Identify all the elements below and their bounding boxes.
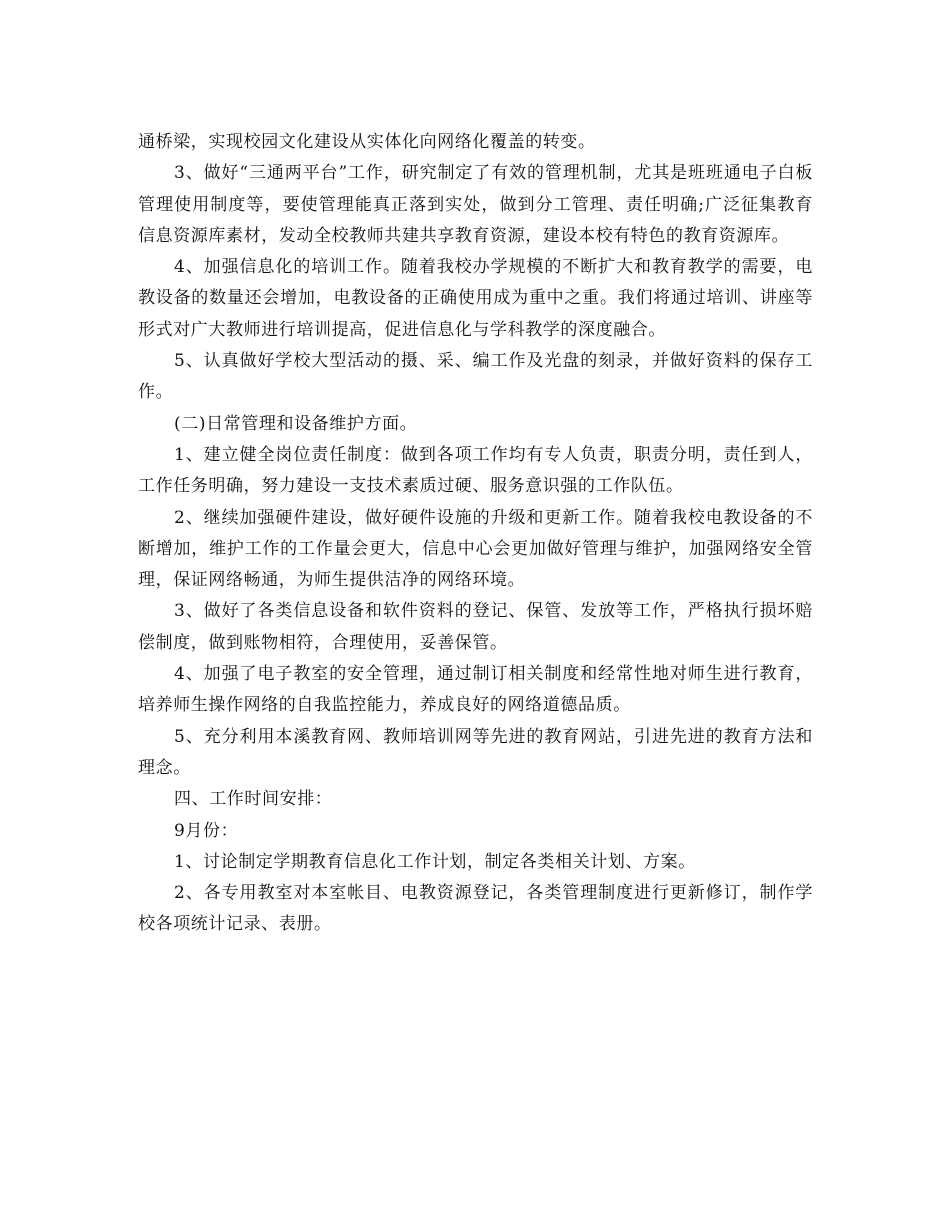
section-heading: 四、工作时间安排： [174,789,333,810]
paragraph: 5、认真做好学校大型活动的摄、采、编工作及光盘的刻录，并做好资料的保存工作。 [138,351,813,403]
paragraph: 通桥梁，实现校园文化建设从实体化向网络化覆盖的转变。 [138,132,596,152]
paragraph: 4、加强了电子教室的安全管理，通过制订相关制度和经常性地对师生进行教育，培养师生操作网络的自我监控能力，养成良好的网络道德品质。 [138,664,813,716]
paragraph: 4、加强信息化的培训工作。随着我校办学规模的不断扩大和教育教学的需要，电教设备的数量还会增加，电教设备的正确使用成为重中之重。我们将通过培训、讲座等形式对广大教师进行培训提高，促进信息化与学科教学的深度融合。 [138,257,813,340]
month-heading: 9月份： [174,820,239,841]
document-body [138,127,813,941]
paragraph: 5、充分利用本溪教育网、教师培训网等先进的教育网站，引进先进的教育方法和理念。 [138,726,813,778]
paragraph: 1、建立健全岗位责任制度：做到各项工作均有专人负责，职责分明，责任到人，工作任务明确，努力建设一支技术素质过硬、服务意识强的工作队伍。 [138,444,813,497]
paragraph: 2、各专用教室对本室帐目、电教资源登记，各类管理制度进行更新修订，制作学校各项统计记录、表册。 [138,883,813,935]
paragraph: 2、继续加强硬件建设，做好硬件设施的升级和更新工作。随着我校电教设备的不断增加，维护工作的工作量会更大，信息中心会更加做好管理与维护，加强网络安全管理，保证网络畅通，为师生提供洁净的网络环境。 [138,507,813,591]
paragraph: 3、做好了各类信息设备和软件资料的登记、保管、发放等工作，严格执行损坏赔偿制度，做到账物相符，合理使用，妥善保管。 [138,601,813,653]
section-heading: (二)日常管理和设备维护方面。 [174,413,418,434]
paragraph: 1、讨论制定学期教育信息化工作计划，制定各类相关计划、方案。 [174,851,696,872]
paragraph: 3、做好“三通两平台”工作，研究制定了有效的管理机制，尤其是班班通电子白板管理使用制度等，要使管理能真正落到实处，做到分工管理、责任明确;广泛征集教育信息资源库素材，发动全校教师共建共享教育资源，建设本校有特色的教育资源库。 [138,163,813,246]
